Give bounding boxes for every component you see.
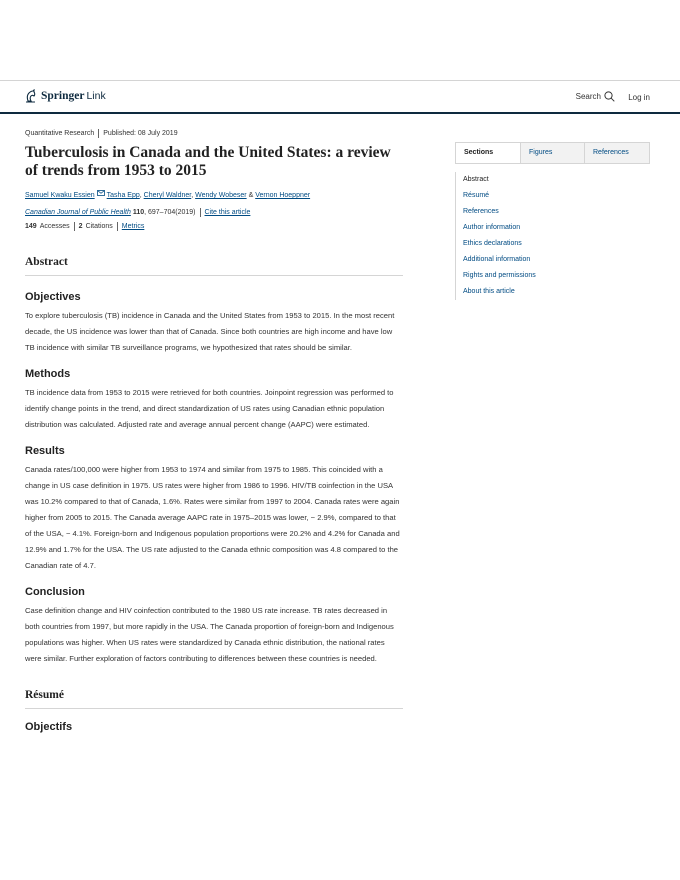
objectives-heading: Objectives (25, 291, 81, 303)
springerlink-logo[interactable] (25, 89, 106, 103)
search-icon (604, 91, 615, 102)
results-heading: Results (25, 445, 65, 457)
mail-icon[interactable] (97, 190, 105, 196)
objectives-paragraph: To explore tuberculosis (TB) incidence in Canada and the United States from 1953 to 2015. In the most recent decade, the US incidence was lower than that of Canada. Since both countries are high income and have low TB incidence with similar TB surveillance programs, we hypothesized that rates should be similar. (25, 311, 395, 352)
toc-item-abstract[interactable]: Abstract (463, 176, 489, 183)
journal-link[interactable]: Canadian Journal of Public Health (25, 209, 131, 216)
conclusion-heading: Conclusion (25, 586, 85, 598)
search-button[interactable] (576, 91, 615, 102)
author-link[interactable]: Wendy Wobeser (195, 192, 247, 199)
methods-heading: Methods (25, 368, 71, 380)
journal-pages: , 697–704(2019) (144, 209, 196, 216)
toc-item-references[interactable]: References (463, 208, 499, 215)
tab-references[interactable]: References (584, 143, 649, 163)
springer-horse-icon (25, 89, 37, 103)
author-list: Samuel Kwaku Essien Tasha Epp, Cheryl Waldner, Wendy Wobeser & Vernon Hoeppner (25, 192, 311, 199)
methods-paragraph: TB incidence data from 1953 to 2015 were retrieved for both countries. Joinpoint regression was performed to identify change points in the trend, and direct standardization of US rates using Canadian ethnic population distribution was calculated. Adjusted rate and average annual percent change (AAPC) were estimated. (25, 388, 394, 429)
cite-article-link[interactable]: Cite this article (204, 209, 251, 216)
logo-link-text: Link (86, 90, 106, 102)
meta-separator (74, 222, 75, 231)
toc-item-about-this-article[interactable]: About this article (463, 288, 515, 295)
logo-springer-text: Springer (41, 90, 85, 102)
journal-volume: 110 (132, 209, 145, 216)
results-paragraph: Canada rates/100,000 were higher from 1953 to 1974 and similar from 1975 to 1985. This coincided with a change in US case definition in 1975. US rates were higher from 1986 to 1996. HIV/TB coinfection in the USA was 10.2% compared to that of Canada, 1.6%. Rates were similar from 1997 to 2004. Canada rates were again higher from 2005 to 2015. The Canada average AAPC rate in 1975–2015 was lower, − 2.9%, compared to that of the USA, − 4.1%. Foreign-born and Indigenous population proportions were 20.2% and 4.2% for Canada and 12.9% and 1.7% for the USA. The US rate adjusted to the Canada ethnic composition was 4.8 compared to the Canadian rate of 4.7. (25, 465, 400, 570)
login-link[interactable]: Log in (628, 93, 650, 102)
accesses-count: 149 (25, 223, 37, 230)
meta-separator (200, 208, 201, 217)
toc-item-rights-and-permissions[interactable]: Rights and permissions (463, 272, 536, 279)
citations-label: Citations (85, 223, 113, 230)
article-sidebar (455, 142, 650, 300)
author-link[interactable]: Vernon Hoeppner (255, 192, 311, 199)
journal-citation (25, 208, 403, 217)
article-meta (25, 129, 403, 138)
meta-separator (117, 222, 118, 231)
table-of-contents (455, 172, 650, 300)
objectifs-heading: Objectifs (25, 721, 73, 733)
tab-sections[interactable]: Sections (456, 143, 520, 163)
article-title: Tuberculosis in Canada and the United States: a review of trends from 1953 to 2015 (25, 144, 391, 179)
article-metrics (25, 222, 403, 231)
toc-item-additional-information[interactable]: Additional information (463, 256, 531, 263)
site-header (0, 80, 680, 114)
conclusion-paragraph: Case definition change and HIV coinfection contributed to the 1980 US rate increase. TB rates decreased in both countries from 1997, but more rapidly in the USA. The Canada proportion of foreign-born and Indigenous populations was higher. When US rates were standardized by Canada ethnic distribution, the national rates were similar. Further exploration of factors contributing to differences between these countries is needed. (25, 606, 394, 663)
metrics-link[interactable]: Metrics (121, 223, 145, 230)
toc-item-resume[interactable]: Résumé (463, 192, 490, 199)
citations-count: 2 (78, 223, 83, 230)
meta-separator (98, 129, 99, 138)
sidebar-tabs (455, 142, 650, 164)
toc-item-author-information[interactable]: Author information (463, 224, 521, 231)
published-date: Published: 08 July 2019 (103, 130, 178, 137)
abstract-heading: Abstract (25, 256, 403, 276)
resume-heading: Résumé (25, 689, 403, 709)
article-type: Quantitative Research (25, 130, 95, 137)
toc-item-ethics-declarations[interactable]: Ethics declarations (463, 240, 522, 247)
tab-figures[interactable]: Figures (520, 143, 584, 163)
article-main (25, 128, 403, 733)
search-label: Search (575, 92, 601, 101)
author-link[interactable]: Samuel Kwaku Essien (25, 192, 95, 199)
author-link[interactable]: Cheryl Waldner (143, 192, 192, 199)
author-link[interactable]: Tasha Epp (106, 192, 140, 199)
accesses-label: Accesses (39, 223, 70, 230)
author-ampersand: & (248, 192, 254, 199)
